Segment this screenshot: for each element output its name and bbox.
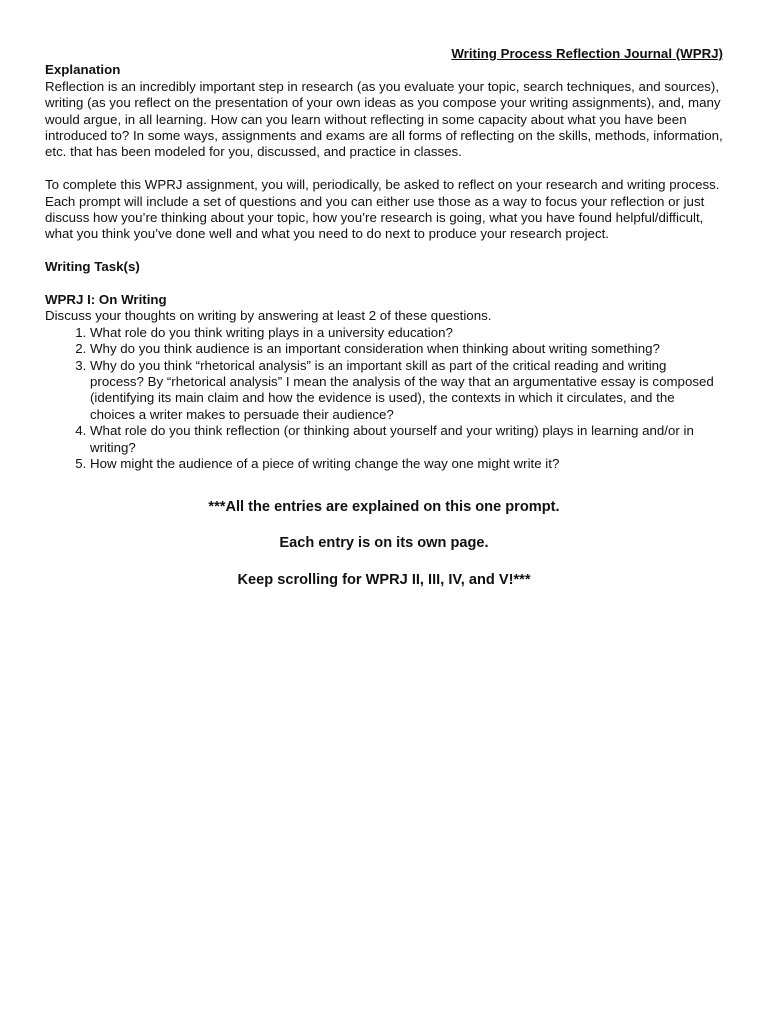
spacer <box>45 276 723 292</box>
document-title: Writing Process Reflection Journal (WPRJ) <box>451 46 723 61</box>
question-list <box>45 325 723 473</box>
question-item: 2. Why do you think audience is an important consideration when thinking about writing something? <box>90 341 723 357</box>
question-item: 4. What role do you think reflection (or thinking about yourself and your writing) plays in learning and/or in writing? <box>90 423 723 456</box>
wprj-1-intro: Discuss your thoughts on writing by answering at least 2 of these questions. <box>45 308 492 324</box>
notice-line-3: Keep scrolling for WPRJ II, III, IV, and V!*** <box>237 571 531 588</box>
explanation-paragraph-2: To complete this WPRJ assignment, you will, periodically, be asked to reflect on your research and writing process. Each prompt will include a set of questions and you can either use those as a way to focus your reflection or just discuss how you’re thinking about your topic, how you’re research is going, what you have found helpful/difficult, what you think you’ve done well and what you need to do next to produce your research project. <box>45 177 720 242</box>
question-item: 5. How might the audience of a piece of writing change the way one might write it? <box>90 456 723 472</box>
spacer <box>45 161 723 177</box>
notice-line-2: Each entry is on its own page. <box>279 535 489 552</box>
writing-tasks-heading: Writing Task(s) <box>45 259 140 275</box>
explanation-heading: Explanation <box>45 62 121 78</box>
spacer <box>45 473 723 498</box>
spacer <box>45 243 723 259</box>
wprj-1-heading: WPRJ I: On Writing <box>45 292 167 308</box>
question-item: 3. Why do you think “rhetorical analysis” is an important skill as part of the critical reading and writing process? By “rhetorical analysis” I mean the analysis of the way that an argumentative essay is composed (identifying its main claim and how the evidence is used), the contexts in which it circulates, and the choices a writer makes to persuade their audience? <box>90 358 723 424</box>
spacer <box>45 552 723 571</box>
spacer <box>45 516 723 535</box>
question-item: 1. What role do you think writing plays in a university education? <box>90 325 723 341</box>
explanation-paragraph-1: Reflection is an incredibly important step in research (as you evaluate your topic, search techniques, and sources), writing (as you reflect on the presentation of your own ideas as you compose your writing assignments), and, many would argue, in all learning. How can you learn without reflecting in some capacity about what you have been introduced to? In some ways, assignments and exams are all forms of reflecting on the skills, methods, information, etc. that has been modeled for you, discussed, and practice in classes. <box>45 78 723 160</box>
notice-line-1: ***All the entries are explained on this one prompt. <box>208 498 560 515</box>
document-page <box>45 46 723 589</box>
